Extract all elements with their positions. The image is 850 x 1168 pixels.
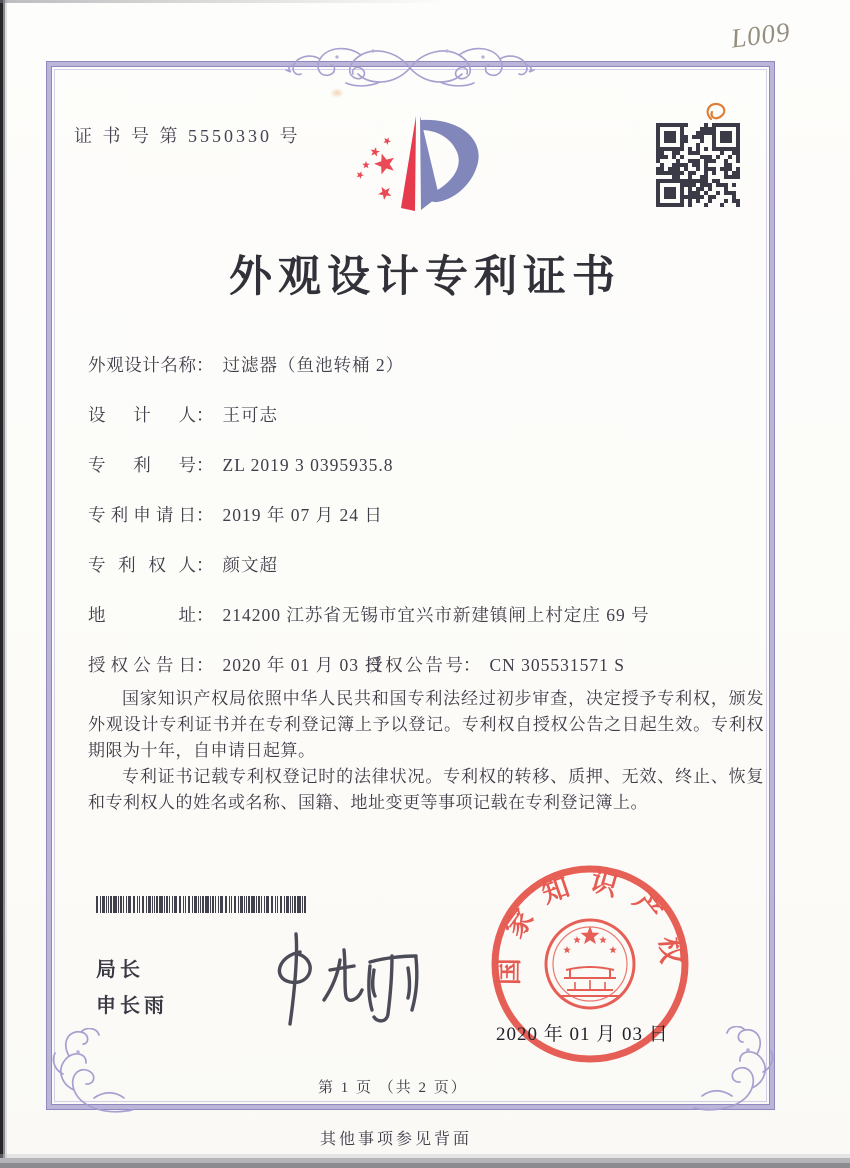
- field-label: 专利权人: [88, 555, 196, 575]
- scan-edge-bottom: [0, 1150, 850, 1168]
- legal-paragraph-1: 国家知识产权局依照中华人民共和国专利法经过初步审查，决定授予专利权，颁发外观设计专利证书并在专利登记簿上予以登记。专利权自授权公告之日起生效。专利权期限为十年，自申请日起算。: [88, 689, 764, 760]
- field-value: 王可志: [222, 405, 278, 425]
- legal-paragraph-2: 专利证书记载专利权登记时的法律状况。专利权的转移、质押、无效、终止、恢复和专利权人的姓名或名称、国籍、地址变更等事项记载在专利登记簿上。: [88, 767, 764, 812]
- page-indicator: 第 1 页 （共 2 页）: [318, 1080, 468, 1096]
- seal-ring-text: 国家知识产权: [493, 865, 688, 986]
- scan-edge-top: [0, 0, 595, 3]
- field-row-patent-number: 专利号： ZL 2019 3 0395935.8: [88, 452, 764, 482]
- grant-number-value: CN 305531571 S: [489, 655, 626, 675]
- certificate-number: 证 书 号 第 5550330 号: [74, 126, 301, 146]
- grant-date-value: 2020 年 01 月 03 日: [222, 655, 383, 675]
- field-label: 设计人: [88, 405, 196, 425]
- field-row-grant: 授权公告日： 2020 年 01 月 03 日 授权公告号： CN 305531571 S: [88, 652, 764, 682]
- national-emblem: [546, 920, 634, 1008]
- field-label: 外观设计名称: [88, 355, 196, 375]
- field-row-design-name: 外观设计名称： 过滤器（鱼池转桶 2）: [88, 352, 764, 382]
- field-value: 2019 年 07 月 24 日: [222, 505, 383, 525]
- field-row-address: 地址： 214200 江苏省无锡市宜兴市新建镇闸上村定庄 69 号: [88, 602, 764, 632]
- bottom-left-flourish-ornament: [34, 1028, 136, 1114]
- barcode: [96, 896, 309, 913]
- field-row-filing-date: 专利申请日： 2019 年 07 月 24 日: [88, 502, 764, 532]
- field-row-patentee: 专利权人： 颜文超: [88, 552, 764, 582]
- bottom-right-flourish-ornament: [690, 1026, 792, 1112]
- footer-note: 其他事项参见背面: [320, 1131, 473, 1148]
- field-value: 214200 江苏省无锡市宜兴市新建镇闸上村定庄 69 号: [222, 605, 650, 625]
- field-label: 地址: [88, 605, 196, 625]
- director-name: 申长雨: [96, 995, 168, 1017]
- certificate-title: 外观设计专利证书: [229, 254, 621, 301]
- grant-number-pair: 授权公告号： CN 305531571 S: [365, 652, 625, 677]
- qr-code: [656, 123, 740, 207]
- field-label: 专利申请日: [88, 505, 196, 525]
- cnipa-logo: [335, 104, 505, 239]
- grant-number-label: 授权公告号: [365, 655, 463, 675]
- logo-stars: [357, 138, 394, 200]
- logo-red-wedge: [401, 116, 416, 211]
- grant-date-label: 授权公告日: [88, 655, 196, 675]
- field-row-designer: 设计人： 王可志: [88, 402, 764, 432]
- orange-pen-curl: [701, 99, 731, 132]
- seal-date: 2020 年 01 月 03 日: [496, 1024, 669, 1045]
- field-value: 颜文超: [222, 555, 278, 575]
- director-title: 局长: [96, 959, 144, 981]
- field-label: 专利号: [88, 455, 196, 475]
- scan-edge-left: [0, 0, 8, 1168]
- field-value: 过滤器（鱼池转桶 2）: [222, 355, 405, 375]
- paper-smudge: [330, 88, 344, 98]
- top-flourish-ornament: [285, 41, 535, 89]
- field-value: ZL 2019 3 0395935.8: [222, 455, 394, 475]
- handwritten-signature: [212, 926, 432, 1039]
- legal-text: [88, 686, 764, 816]
- handwritten-mark: L009: [729, 16, 793, 54]
